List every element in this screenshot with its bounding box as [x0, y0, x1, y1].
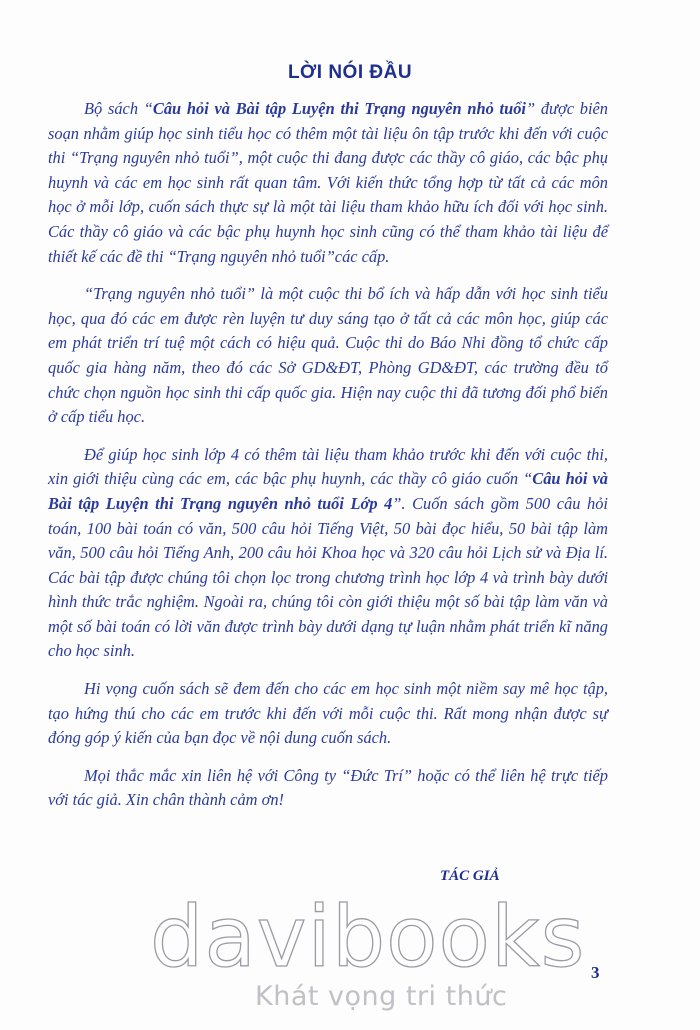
paragraph-1-book-series-title: Câu hỏi và Bài tập Luyện thi Trạng nguyên nhỏ tuổi: [152, 99, 526, 118]
foreword-body: [48, 97, 608, 826]
paragraph-4: Hi vọng cuốn sách sẽ đem đến cho các em học sinh một niềm say mê học tập, tạo hứng thú cho các em trước khi đến với mỗi cuộc thi. Rất mong nhận được sự đóng góp ý kiến của bạn đọc về nội dung cuốn sách.: [48, 679, 608, 748]
paragraph-1: [48, 97, 608, 269]
paragraph-3-text-a: Để giúp học sinh lớp 4 có thêm tài liệu tham khảo trước khi đến với cuộc thi, xin giới thiệu cùng các em, các bậc phụ huynh, các thầy cô giáo cuốn “: [48, 444, 608, 489]
page-number: 3: [591, 963, 600, 982]
paragraph-3: [48, 443, 608, 664]
page-title: LỜI NÓI ĐẦU: [287, 62, 413, 83]
paragraph-3-text-b: ”. Cuốn sách gồm 500 câu hỏi toán, 100 bài toán có văn, 500 câu hỏi Tiếng Việt, 50 bài đọc hiểu, 50 bài tập làm văn, 500 câu hỏi Tiếng Anh, 200 câu hỏi Khoa học và 320 câu hỏi Lịch sử và Địa lí. Các bài tập được chúng tôi chọn lọc trong chương trình học lớp 4 và trình bày dưới hình thức trắc nghiệm. Ngoài ra, chúng tôi còn giới thiệu một số bài tập làm văn và một số bài toán có lời văn được trình bày dưới dạng tự luận nhằm phát triển kĩ năng cho học sinh.: [48, 493, 608, 661]
author-signature: TÁC GIẢ: [440, 868, 500, 884]
watermark-brand: davibooks: [150, 888, 586, 986]
paragraph-3-book-title: Câu hỏi và Bài tập Luyện thi Trạng nguyên nhỏ tuổi Lớp 4: [48, 469, 608, 513]
paragraph-1-text-b: ” được biên soạn nhằm giúp học sinh tiểu học có thêm một tài liệu ôn tập trước khi đến với cuộc thi “Trạng nguyên nhỏ tuổi”, một cuộc thi đang được các thầy cô giáo, các bậc phụ huynh và các em học sinh rất quan tâm. Với kiến thức tổng hợp từ tất cả các môn học ở mỗi lớp, cuốn sách thực sự là một tài liệu tham khảo hữu ích đối với học sinh. Các thầy cô giáo và các bậc phụ huynh học sinh cũng có thể tham khảo tài liệu để thiết kế các đề thi “Trạng nguyên nhỏ tuổi”các cấp.: [48, 99, 608, 266]
watermark-slogan: Khát vọng tri thức: [255, 981, 508, 1012]
paragraph-5: Mọi thắc mắc xin liên hệ với Công ty “Đức Trí” hoặc có thể liên hệ trực tiếp với tác giả. Xin chân thành cảm ơn!: [48, 765, 608, 810]
paragraph-2: “Trạng nguyên nhỏ tuổi” là một cuộc thi bổ ích và hấp dẫn với học sinh tiểu học, qua đó các em được rèn luyện tư duy sáng tạo ở tất cả các môn học, giúp các em phát triển trí tuệ một cách có hiệu quả. Cuộc thi do Báo Nhi đồng tổ chức cấp quốc gia hàng năm, theo đó các Sở GD&ĐT, Phòng GD&ĐT, các trường đều tổ chức chọn nguồn học sinh thi cấp quốc gia. Hiện nay cuộc thi đã tương đối phổ biến ở cấp tiểu học.: [48, 284, 608, 427]
paragraph-1-text-a: Bộ sách “: [84, 99, 153, 118]
